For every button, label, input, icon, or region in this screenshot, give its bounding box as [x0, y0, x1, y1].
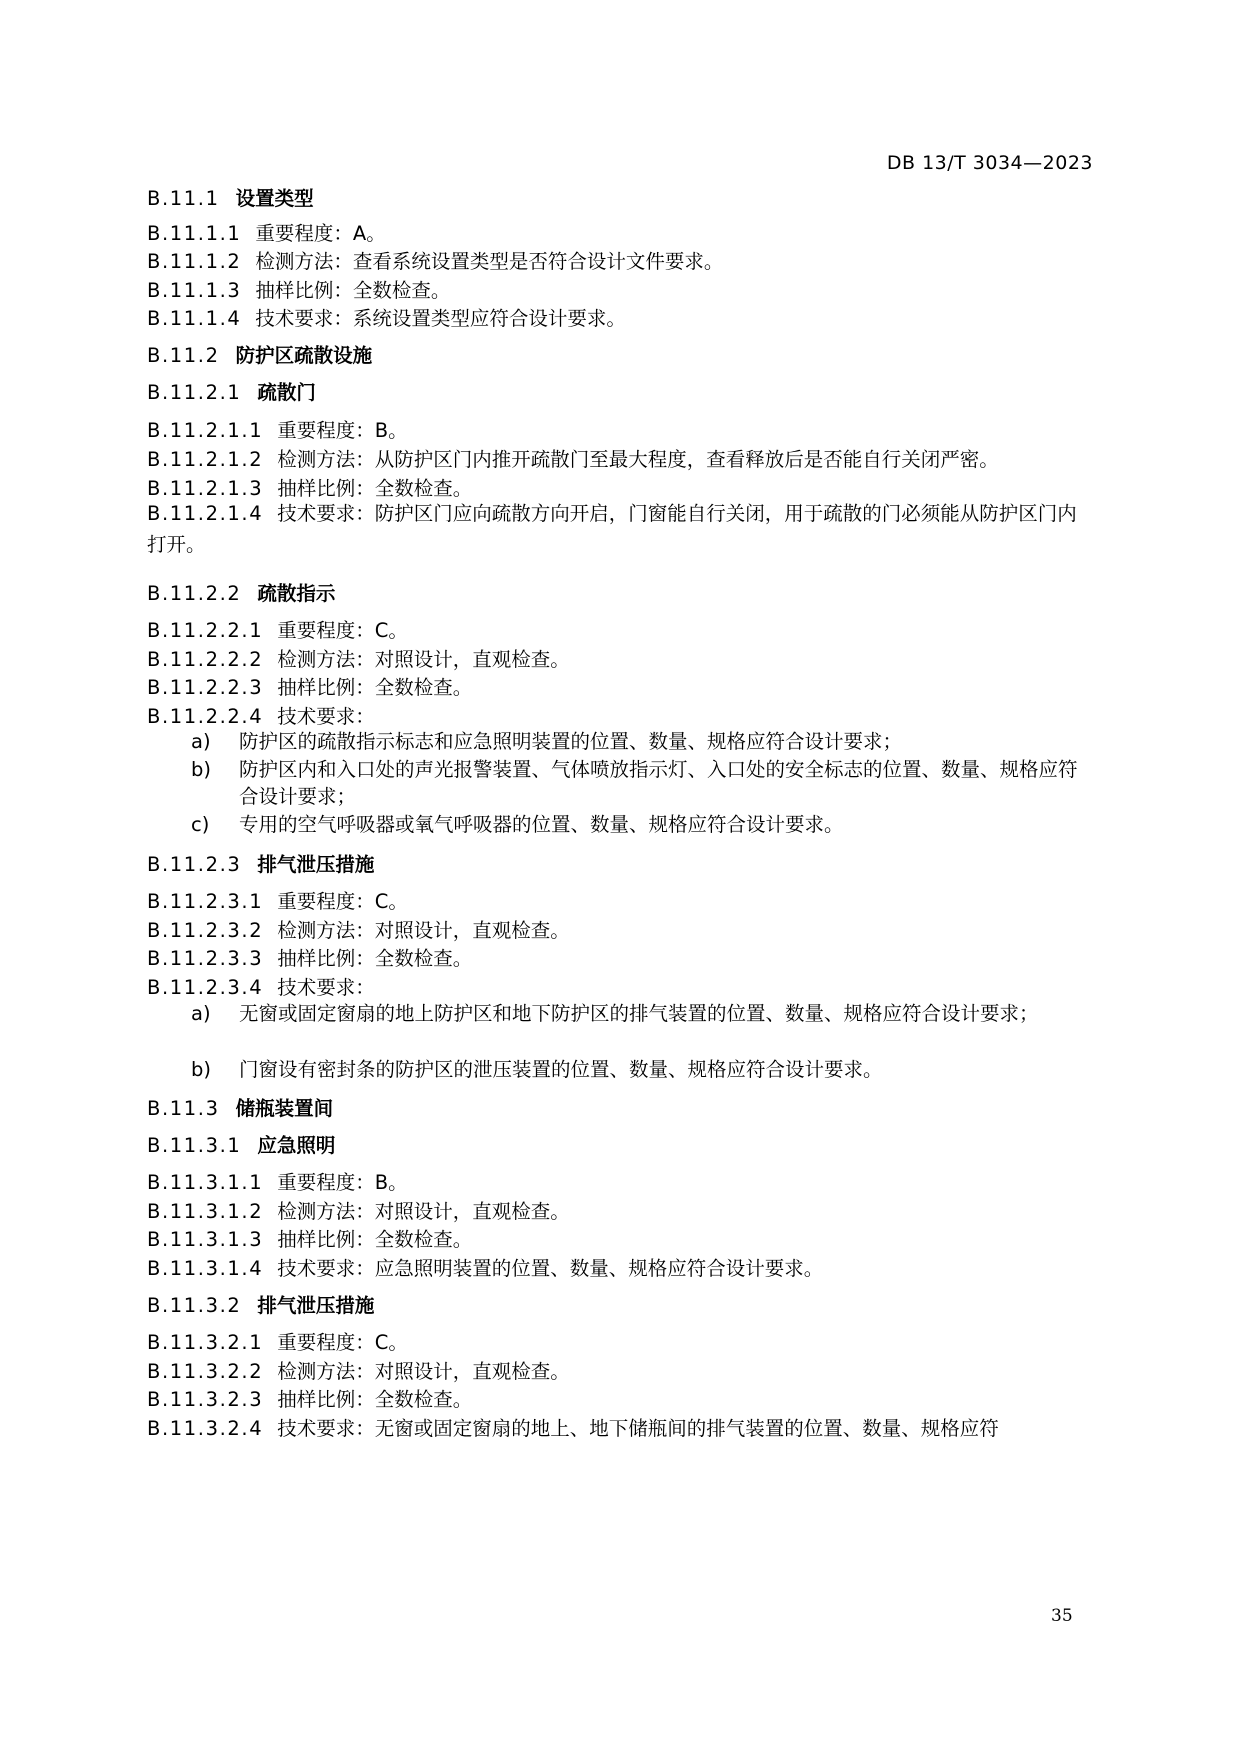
- clause-item: [147, 615, 408, 643]
- clause-number: B.11.2.3.4: [147, 976, 264, 999]
- clause-number: B.11.1.2: [147, 250, 242, 273]
- clause-text: 抽样比例：全数检查。: [255, 279, 451, 302]
- clause-text: 重要程度：C。: [277, 1331, 408, 1354]
- list-item: [147, 728, 1093, 755]
- list-item: [147, 756, 1093, 810]
- list-text: 无窗或固定窗扇的地上防护区和地下防护区的排气装置的位置、数量、规格应符合设计要求；: [239, 1002, 1039, 1025]
- clause-number: B.11.1.1: [147, 222, 242, 245]
- list-label: a): [191, 730, 211, 753]
- subsection-heading: [147, 1290, 374, 1318]
- list-label: b): [191, 1058, 211, 1081]
- section-number: B.11.2.1: [147, 381, 242, 404]
- clause-text: 技术要求：防护区门应向疏散方向开启，门窗能自行关闭，用于疏散的门必须能从防护区门内打开。: [147, 502, 1077, 556]
- clause-number: B.11.2.2.4: [147, 705, 264, 728]
- section-number: B.11.3.1: [147, 1134, 242, 1157]
- section-number: B.11.2.2: [147, 582, 242, 605]
- clause-number: B.11.2.1.1: [147, 419, 264, 442]
- page-number: 35: [1051, 1606, 1073, 1626]
- clause-text: 重要程度：B。: [277, 419, 408, 442]
- clause-number: B.11.2.3.3: [147, 947, 264, 970]
- clause-number: B.11.2.2.2: [147, 648, 264, 671]
- clause-text: 技术要求：应急照明装置的位置、数量、规格应符合设计要求。: [277, 1257, 824, 1280]
- clause-number: B.11.1.4: [147, 307, 242, 330]
- subsection-heading: [147, 377, 316, 405]
- clause-item: [147, 1384, 472, 1412]
- clause-text: 抽样比例：全数检查。: [277, 1228, 473, 1251]
- clause-item: [147, 672, 472, 700]
- clause-text: 检测方法：查看系统设置类型是否符合设计文件要求。: [255, 250, 724, 273]
- clause-item: [147, 886, 408, 914]
- clause-number: B.11.3.1.1: [147, 1171, 264, 1194]
- list-text: 专用的空气呼吸器或氧气呼吸器的位置、数量、规格应符合设计要求。: [239, 813, 844, 836]
- section-heading: [147, 183, 314, 211]
- clause-text: 技术要求：: [277, 976, 375, 999]
- section-heading: [147, 340, 372, 368]
- list-label: a): [191, 1002, 211, 1025]
- clause-number: B.11.2.1.2: [147, 448, 264, 471]
- section-title: 疏散指示: [257, 582, 336, 605]
- clause-text: 检测方法：对照设计，直观检查。: [277, 1200, 570, 1223]
- clause-text: 重要程度：C。: [277, 890, 408, 913]
- section-number: B.11.2.3: [147, 853, 242, 876]
- clause-number: B.11.2.1.4: [147, 502, 264, 525]
- clause-text: 技术要求：: [277, 705, 375, 728]
- clause-item: [147, 644, 570, 672]
- section-number: B.11.3: [147, 1097, 220, 1120]
- section-number: B.11.1: [147, 187, 220, 210]
- clause-item: [147, 218, 386, 246]
- section-title: 设置类型: [235, 187, 314, 210]
- clause-item: [147, 1327, 408, 1355]
- clause-number: B.11.1.3: [147, 279, 242, 302]
- clause-item: [147, 1196, 570, 1224]
- clause-text: 抽样比例：全数检查。: [277, 477, 473, 500]
- clause-number: B.11.2.2.3: [147, 676, 264, 699]
- clause-text: 抽样比例：全数检查。: [277, 1388, 473, 1411]
- clause-item-wrapped: [147, 498, 1093, 560]
- clause-number: B.11.2.3.2: [147, 919, 264, 942]
- clause-number: B.11.2.3.1: [147, 890, 264, 913]
- clause-item: [147, 1167, 408, 1195]
- list-text: 防护区的疏散指示标志和应急照明装置的位置、数量、规格应符合设计要求；: [239, 730, 903, 753]
- clause-number: B.11.2.1.3: [147, 477, 264, 500]
- clause-number: B.11.3.2.4: [147, 1417, 264, 1440]
- clause-item: [147, 1224, 472, 1252]
- clause-text: 抽样比例：全数检查。: [277, 947, 473, 970]
- clause-item: [147, 1413, 999, 1441]
- subsection-heading: [147, 849, 374, 877]
- clause-item: [147, 915, 570, 943]
- clause-number: B.11.3.2.2: [147, 1360, 264, 1383]
- clause-item: [147, 943, 472, 971]
- list-item: [147, 811, 1093, 838]
- clause-item: [147, 415, 408, 443]
- clause-text: 重要程度：C。: [277, 619, 408, 642]
- clause-text: 重要程度：B。: [277, 1171, 408, 1194]
- section-title: 疏散门: [257, 381, 316, 404]
- clause-text: 检测方法：从防护区门内推开疏散门至最大程度，查看释放后是否能自行关闭严密。: [277, 448, 999, 471]
- clause-item: [147, 701, 375, 729]
- clause-text: 技术要求：无窗或固定窗扇的地上、地下储瓶间的排气装置的位置、数量、规格应符: [277, 1417, 999, 1440]
- subsection-heading: [147, 1130, 335, 1158]
- section-heading: [147, 1093, 333, 1121]
- subsection-heading: [147, 578, 335, 606]
- clause-number: B.11.3.2.1: [147, 1331, 264, 1354]
- clause-number: B.11.3.2.3: [147, 1388, 264, 1411]
- section-title: 防护区疏散设施: [235, 344, 373, 367]
- clause-item: [147, 246, 723, 274]
- clause-item: [147, 303, 626, 331]
- section-number: B.11.3.2: [147, 1294, 242, 1317]
- clause-text: 检测方法：对照设计，直观检查。: [277, 919, 570, 942]
- clause-number: B.11.2.2.1: [147, 619, 264, 642]
- clause-item: [147, 275, 450, 303]
- clause-item: [147, 473, 472, 501]
- section-title: 应急照明: [257, 1134, 336, 1157]
- list-text: 门窗设有密封条的防护区的泄压装置的位置、数量、规格应符合设计要求。: [239, 1058, 883, 1081]
- clause-item: [147, 1253, 823, 1281]
- clause-item: [147, 444, 999, 472]
- clause-number: B.11.3.1.3: [147, 1228, 264, 1251]
- clause-item: [147, 972, 375, 1000]
- list-item: [147, 1000, 1093, 1027]
- clause-number: B.11.3.1.2: [147, 1200, 264, 1223]
- section-title: 排气泄压措施: [257, 853, 375, 876]
- clause-number: B.11.3.1.4: [147, 1257, 264, 1280]
- list-label: b): [191, 758, 211, 781]
- document-code: DB 13/T 3034—2023: [886, 152, 1093, 174]
- section-number: B.11.2: [147, 344, 220, 367]
- list-item: [147, 1056, 1093, 1083]
- section-title: 储瓶装置间: [235, 1097, 334, 1120]
- clause-item: [147, 1356, 570, 1384]
- clause-text: 检测方法：对照设计，直观检查。: [277, 648, 570, 671]
- section-title: 排气泄压措施: [257, 1294, 375, 1317]
- list-text: 防护区内和入口处的声光报警装置、气体喷放指示灯、入口处的安全标志的位置、数量、规格应符合设计要求；: [239, 758, 1078, 808]
- clause-text: 技术要求：系统设置类型应符合设计要求。: [255, 307, 626, 330]
- clause-text: 抽样比例：全数检查。: [277, 676, 473, 699]
- clause-text: 检测方法：对照设计，直观检查。: [277, 1360, 570, 1383]
- clause-text: 重要程度：A。: [255, 222, 386, 245]
- list-label: c): [191, 813, 210, 836]
